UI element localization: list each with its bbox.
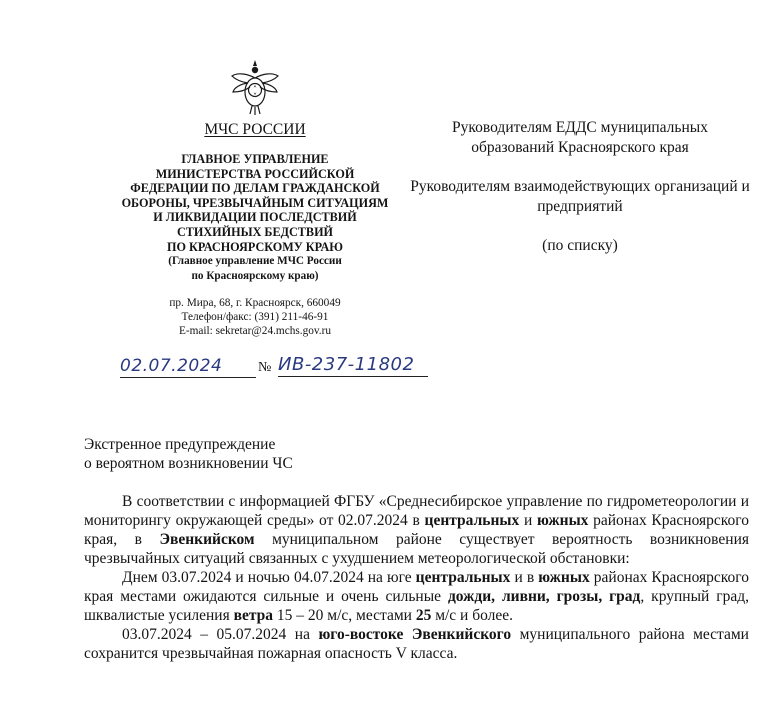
org-full-line: ГЛАВНОЕ УПРАВЛЕНИЕ [181,152,329,166]
org-abbr-line: по Красноярскому краю) [191,269,319,282]
addressee-note: (по списку) [542,237,618,254]
body-paragraph-3: 03.07.2024 – 05.07.2024 на юго-востоке Эвенкийского муниципального района местами сохранится чрезвычайная пожарная опасность V класса. [84,626,749,662]
subject-line: Экстренное предупреждение [84,436,276,453]
org-email: E-mail: sekretar@24.mchs.gov.ru [178,325,332,338]
org-short-name: МЧС РОССИИ [204,121,306,138]
registration-number-label: № [258,360,272,375]
org-full-line: ПО КРАСНОЯРСКОМУ КРАЮ [166,239,344,254]
org-address: пр. Мира, 68, г. Красноярск, 660049 [169,297,341,309]
addressee-1: Руководителям ЕДДС муниципальных образований Красноярского края [452,119,708,156]
org-full-line: ФЕДЕРАЦИИ ПО ДЕЛАМ ГРАЖДАНСКОЙ [130,181,380,196]
org-full-line: СТИХИЙНЫХ БЕДСТВИЙ [176,224,334,239]
addressees-block [410,118,750,275]
letter-body [84,492,749,663]
letter-subject [84,435,384,473]
org-full-line: И ЛИКВИДАЦИИ ПОСЛЕДСТВИЙ [153,210,357,225]
mchs-emblem-icon [228,56,282,118]
addressee-2: Руководителям взаимодействующих организаций и предприятий [410,178,750,215]
registration-date: 02.07.2024 [120,356,256,378]
org-full-name [110,152,400,283]
org-abbr-line: (Главное управление МЧС России [168,255,342,268]
registration-line [116,354,426,380]
org-full-line: ОБОРОНЫ, ЧРЕЗВЫЧАЙНЫМ СИТУАЦИЯМ [121,195,389,210]
body-paragraph-2: Днем 03.07.2024 и ночью 04.07.2024 на юге центральных и в южных районах Красноярского края местами ожидаются сильные и очень сильные дожди, ливни, грозы, град, крупный град, шквалистые усиления ветра 15 – 20 м/с, местами 25 м/с и более. [84,569,749,624]
body-paragraph-1: В соответствии с информацией ФГБУ «Среднесибирское управление по гидрометеорологии и мониторингу окружающей среды» от 02.07.2024 в центральных и южных районах Красноярского края, в Эвенкийском муниципальном районе существует вероятность возникновения чрезвычайных ситуаций связанных с ухудшением метеорологической обстановки: [84,493,750,567]
registration-number: ИВ-237-11802 [278,354,428,377]
subject-line: о вероятном возникновении ЧС [84,455,293,472]
org-full-line: МИНИСТЕРСТВА РОССИЙСКОЙ [155,166,355,181]
org-contacts [110,296,400,339]
org-phone: Телефон/факс: (391) 211-46-91 [181,311,329,324]
